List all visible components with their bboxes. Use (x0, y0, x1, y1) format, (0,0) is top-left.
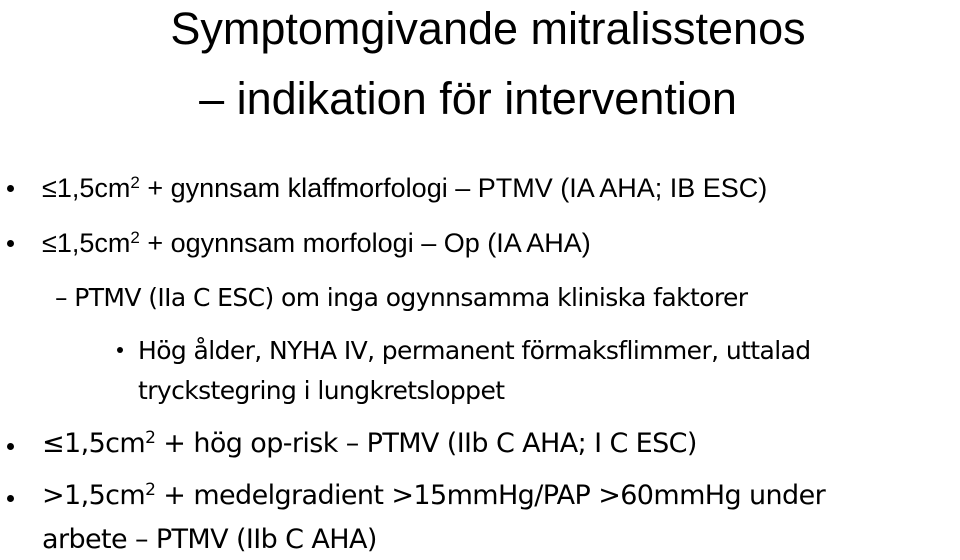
sub-bullet-dot (117, 347, 123, 353)
bullet-4-text: + medelgradient >15mmHg/PAP >60mmHg under (155, 480, 826, 511)
bullet-item-4-line-2: arbete – PTMV (IIb C AHA) (42, 524, 377, 555)
sub-sub-item-line-2: tryckstegring i lungkretsloppet (138, 376, 505, 405)
title-line-2: – indikation för intervention (199, 73, 737, 124)
bullet-item-2 (42, 227, 591, 259)
bullet-dot (7, 240, 14, 247)
title-line-1: Symptomgivande mitralisstenos (170, 3, 806, 54)
bullet-4-prefix: >1,5cm (42, 480, 146, 511)
bullet-dot (7, 495, 14, 502)
bullet-3-superscript: 2 (145, 428, 156, 448)
bullet-1-superscript: 2 (130, 173, 140, 192)
bullet-1-text: + gynnsam klaffmorfologi – PTMV (IA AHA; IB ESC) (139, 173, 768, 203)
bullet-2-superscript: 2 (130, 228, 140, 247)
bullet-1-prefix: ≤1,5cm (42, 173, 131, 203)
sub-sub-item-line-1: Hög ålder, NYHA IV, permanent förmaksflimmer, uttalad (138, 336, 811, 365)
bullet-item-4 (42, 480, 825, 512)
bullet-dot (7, 185, 14, 192)
bullet-2-prefix: ≤1,5cm (42, 228, 131, 258)
sub-item-text: – PTMV (IIa C ESC) om inga ogynnsamma kliniska faktorer (55, 283, 748, 312)
bullet-3-prefix: ≤1,5cm (42, 428, 146, 459)
bullet-2-text: + ogynnsam morfologi – Op (IA AHA) (139, 228, 591, 258)
bullet-item-1 (42, 172, 767, 204)
bullet-4-superscript: 2 (145, 480, 156, 500)
bullet-3-text: + hög op-risk – PTMV (IIb C AHA; I C ESC) (155, 428, 697, 459)
sub-item (55, 282, 747, 314)
bullet-dot (7, 443, 14, 450)
bullet-item-3 (42, 428, 697, 460)
